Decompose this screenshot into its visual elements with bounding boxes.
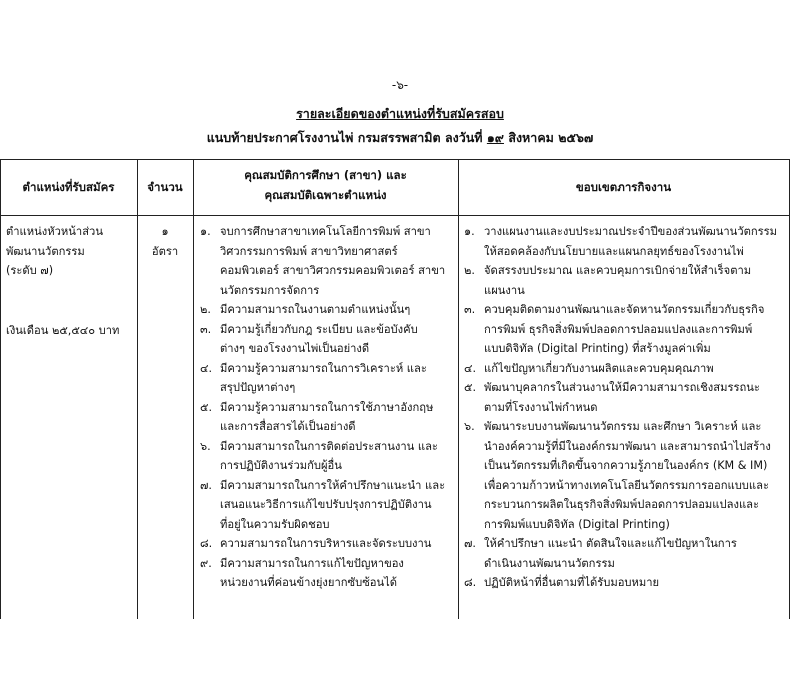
header-count: จำนวน [147,180,183,194]
scope-item-text: นำองค์ความรู้ที่มีในองค์กรมาพัฒนา และสามารถนำไปสร้าง [484,439,771,453]
column-divider-3 [458,159,459,619]
qualification-item [200,437,456,476]
scope-item [464,261,786,300]
qualification-item-text: มีความรู้ความสามารถในการวิเคราะห์ และ [220,361,427,375]
qualification-item-number: ๑. [200,225,211,238]
scope-item-number: ๔. [464,361,477,375]
count-unit: อัตรา [151,244,179,258]
qualification-item-number: ๖. [200,439,211,453]
qualification-item-text: มีความรู้ความสามารถในการใช้ภาษาอังกฤษ [220,400,434,414]
scope-item-text: วางแผนงานและงบประมาณประจำปีของส่วนพัฒนานวัตกรรม [484,225,778,238]
qualification-item-text: จบการศึกษาสาขาเทคโนโลยีการพิมพ์ สาขา [220,225,431,238]
qualification-item-text: มีความสามารถในการติดต่อประสานงาน และ [220,439,438,453]
page-number: -๖- [391,78,409,92]
qualification-item-text: และการสื่อสารได้เป็นอย่างดี [220,420,356,433]
subtitle-prefix: แนบท้ายประกาศโรงงานไพ่ กรมสรรพสามิต ลงวันที่ [206,130,483,145]
qualification-item-text: สรุปปัญหาต่างๆ [220,381,296,394]
qualification-item-number: ๗. [200,478,212,492]
scope-item-text: ปฏิบัติหน้าที่อื่นตามที่ได้รับมอบหมาย [484,576,660,589]
scope-item-number: ๕. [464,381,477,394]
scope-item-text: ดำเนินงานพัฒนานวัตกรรม [484,556,615,570]
position-title-line2: พัฒนานวัตกรรม [6,244,85,258]
qualification-item-number: ๘. [200,537,213,550]
qualification-item [200,300,456,320]
scope-item-text: กระบวนการผลิตในธุรกิจสิ่งพิมพ์ปลอดการปลอมแปลงและ [484,498,760,511]
qualification-item [200,320,456,359]
header-position: ตำแหน่งที่รับสมัคร [22,180,115,194]
scope-list [464,222,786,593]
scope-item-text: ควบคุมติดตามงานพัฒนาและจัดหานวัตกรรมเกี่ยวกับธุรกิจ [484,303,765,316]
qualification-item-number: ๓. [200,322,212,336]
qualification-item-text: นวัตกรรมการจัดการ [220,283,320,297]
header-qualification-line2: คุณสมบัติเฉพาะตำแหน่ง [264,188,387,202]
scope-item-text: การพิมพ์ ธุรกิจสิ่งพิมพ์ปลอดการปลอมแปลงและการพิมพ์ [484,322,753,336]
header-scope: ขอบเขตภารกิจงาน [575,180,672,194]
scope-item [464,573,786,593]
qualification-item-text: มีความสามารถในการให้คำปรึกษาแนะนำ และ [220,478,446,492]
qualification-item-number: ๔. [200,361,213,375]
qualification-item-number: ๕. [200,400,213,414]
qualification-item-text: วิศวกรรมการพิมพ์ สาขาวิทยาศาสตร์ [220,244,398,258]
scope-item [464,534,786,573]
qualification-item-text: คอมพิวเตอร์ สาขาวิศวกรรมคอมพิวเตอร์ สาขา [220,264,446,277]
qualification-item [200,554,456,593]
scope-item-text: จัดสรรงบประมาณ และควบคุมการเบิกจ่ายให้สำเร็จตาม [484,264,752,277]
header-qualification-line1: คุณสมบัติการศึกษา (สาขา) และ [244,168,407,182]
scope-item-text: แผนงาน [484,283,525,297]
header-qualification [193,165,458,205]
scope-item-text: เป็นนวัตกรรมที่เกิดขึ้นจากความรู้ภายในองค์กร (KM & IM) [484,459,768,472]
table-border-top [0,159,790,160]
qualification-item-text: มีความสามารถในการแก้ไขปัญหาของ [220,556,404,570]
position-level: (ระดับ ๗) [6,264,54,277]
qualification-item [200,476,456,535]
scope-item-number: ๓. [464,303,476,316]
scope-item-number: ๘. [464,576,477,589]
subtitle-day: ๑๙ [486,130,504,145]
scope-item-text: พัฒนาระบบงานพัฒนานวัตกรรม และศึกษา วิเคราะห์ และ [484,420,762,433]
scope-item-number: ๒. [464,264,475,277]
count-number: ๑ [161,225,169,238]
qualification-item-text: ที่อยู่ในความรับผิดชอบ [220,517,330,531]
table-border-right [789,159,790,619]
scope-item [464,417,786,534]
table-border-left [0,159,1,619]
scope-item-text: แบบดิจิทัล (Digital Printing) ที่สร้างมูลค่าเพิ่ม [484,342,711,355]
position-title-line1: ตำแหน่งหัวหน้าส่วน [6,225,103,238]
scope-item-text: การพิมพ์แบบดิจิทัล (Digital Printing) [484,517,670,531]
document-subtitle [0,128,800,148]
scope-item-text: แก้ไขปัญหาเกี่ยวกับงานผลิตและควบคุมคุณภาพ [484,361,714,375]
scope-item-text: ให้คำปรึกษา แนะนำ ตัดสินใจและแก้ไขปัญหาในการ [484,537,737,550]
position-salary: เงินเดือน ๒๕,๕๔๐ บาท [6,323,120,337]
qualification-item-text: มีความรู้เกี่ยวกับกฎ ระเบียบ และข้อบังคับ [220,322,418,336]
qualification-list [200,222,456,593]
position-cell [6,222,119,340]
qualification-item [200,222,456,300]
scope-item [464,300,786,359]
scope-item-number: ๑. [464,225,475,238]
table-header-divider [0,215,790,216]
qualification-item-text: ต่างๆ ของโรงงานไพ่เป็นอย่างดี [220,342,370,355]
scope-item-text: ตามที่โรงงานไพ่กำหนด [484,400,598,414]
scope-item [464,378,786,417]
qualification-item [200,398,456,437]
count-cell [137,222,193,261]
document-title: รายละเอียดของตำแหน่งที่รับสมัครสอบ [296,106,504,121]
positions-table [0,159,790,679]
scope-item-text: พัฒนาบุคลากรในส่วนงานให้มีความสามารถเชิงสมรรถนะ [484,381,760,394]
subtitle-suffix: สิงหาคม ๒๕๖๗ [508,130,594,145]
qualification-item-text: หน่วยงานที่ค่อนข้างยุ่งยากซับซ้อนได้ [220,576,398,589]
qualification-item [200,359,456,398]
scope-item-text: ให้สอดคล้องกับนโยบายและแผนกลยุทธ์ของโรงงานไพ่ [484,244,744,258]
scope-item-number: ๗. [464,537,476,550]
qualification-item-text: มีความสามารถในงานตามตำแหน่งนั้นๆ [220,303,411,316]
qualification-item-number: ๙. [200,556,212,570]
column-divider-2 [193,159,194,619]
qualification-item-number: ๒. [200,303,211,316]
scope-item [464,359,786,379]
qualification-item-text: การปฏิบัติงานร่วมกับผู้อื่น [220,459,342,472]
scope-item-number: ๖. [464,420,475,433]
scope-item-text: เพื่อความก้าวหน้าทางเทคโนโลยีนวัตกรรมการออกแบบและ [484,478,769,492]
scope-item [464,222,786,261]
qualification-item-text: ความสามารถในการบริหารและจัดระบบงาน [220,537,432,550]
qualification-item-text: เสนอแนะวิธีการแก้ไขปรับปรุงการปฏิบัติงาน [220,498,432,511]
qualification-item [200,534,456,554]
